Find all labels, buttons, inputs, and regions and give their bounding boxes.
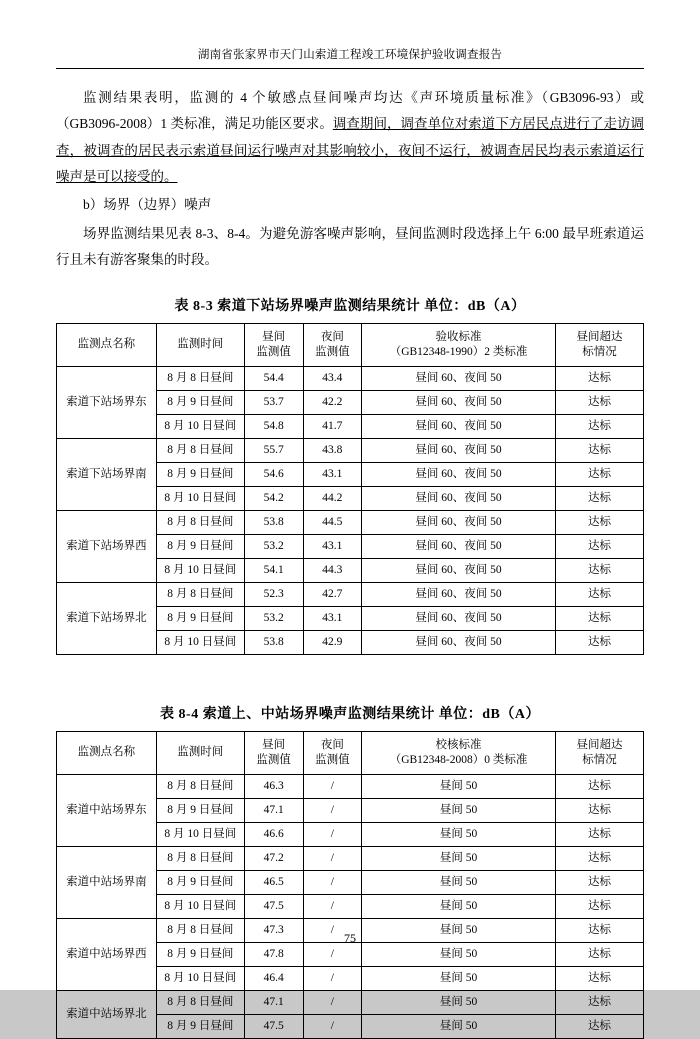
cell-monitor-time: 8 月 9 日昼间 (156, 871, 244, 895)
cell-night-value: / (303, 871, 362, 895)
cell-monitor-time: 8 月 8 日昼间 (156, 511, 244, 535)
header-divider (56, 68, 644, 69)
cell-monitor-time: 8 月 9 日昼间 (156, 799, 244, 823)
cell-exceed-status: 达标 (555, 367, 643, 391)
cell-standard: 昼间 50 (362, 775, 556, 799)
cell-monitor-time: 8 月 8 日昼间 (156, 439, 244, 463)
cell-day-value: 53.7 (244, 391, 303, 415)
cell-exceed-status: 达标 (555, 415, 643, 439)
cell-day-value: 47.2 (244, 847, 303, 871)
cell-night-value: / (303, 919, 362, 943)
col-header-day-line1: 昼间 (262, 738, 286, 751)
cell-exceed-status: 达标 (555, 439, 643, 463)
table-row (57, 583, 644, 607)
cell-night-value: 44.5 (303, 511, 362, 535)
cell-day-value: 47.5 (244, 1015, 303, 1039)
table-row (57, 367, 644, 391)
cell-day-value: 47.1 (244, 991, 303, 1015)
cell-standard: 昼间 60、夜间 50 (362, 535, 556, 559)
cell-exceed-status: 达标 (555, 535, 643, 559)
cell-day-value: 54.1 (244, 559, 303, 583)
col-header-monitor-time: 监测时间 (156, 732, 244, 775)
cell-exceed-status: 达标 (555, 943, 643, 967)
cell-monitor-time: 8 月 8 日昼间 (156, 919, 244, 943)
cell-monitor-time: 8 月 10 日昼间 (156, 487, 244, 511)
col-header-night-line1: 夜间 (320, 738, 344, 751)
cell-night-value: / (303, 895, 362, 919)
cell-exceed-status: 达标 (555, 919, 643, 943)
cell-standard: 昼间 60、夜间 50 (362, 367, 556, 391)
cell-night-value: / (303, 775, 362, 799)
table-83 (56, 323, 644, 655)
table-83-caption: 表 8-3 索道下站场界噪声监测结果统计 单位：dB（A） (174, 299, 526, 315)
cell-day-value: 53.2 (244, 607, 303, 631)
cell-day-value: 53.8 (244, 631, 303, 655)
cell-monitor-time: 8 月 9 日昼间 (156, 1015, 244, 1039)
cell-monitor-time: 8 月 8 日昼间 (156, 775, 244, 799)
cell-standard: 昼间 50 (362, 871, 556, 895)
page-number: 75 (344, 931, 356, 945)
cell-monitor-time: 8 月 10 日昼间 (156, 895, 244, 919)
cell-monitor-time: 8 月 10 日昼间 (156, 823, 244, 847)
cell-night-value: 43.8 (303, 439, 362, 463)
cell-exceed-status: 达标 (555, 631, 643, 655)
table-84-caption: 表 8-4 索道上、中站场界噪声监测结果统计 单位：dB（A） (160, 707, 540, 723)
cell-standard: 昼间 60、夜间 50 (362, 463, 556, 487)
cell-standard: 昼间 50 (362, 943, 556, 967)
table-header-row (57, 324, 644, 367)
cell-exceed-status: 达标 (555, 799, 643, 823)
col-header-exceed-line2: 标情况 (582, 346, 617, 359)
cell-night-value: / (303, 823, 362, 847)
cell-night-value: / (303, 991, 362, 1015)
cell-standard: 昼间 60、夜间 50 (362, 439, 556, 463)
cell-day-value: 54.8 (244, 415, 303, 439)
col-header-point-name: 监测点名称 (57, 732, 157, 775)
cell-standard: 昼间 60、夜间 50 (362, 415, 556, 439)
col-header-monitor-time: 监测时间 (156, 324, 244, 367)
cell-day-value: 47.8 (244, 943, 303, 967)
cell-night-value: 43.1 (303, 463, 362, 487)
cell-monitor-time: 8 月 9 日昼间 (156, 391, 244, 415)
col-header-day-value (244, 732, 303, 775)
cell-point-name: 索道下站场界东 (57, 367, 157, 439)
cell-standard: 昼间 50 (362, 847, 556, 871)
col-header-standard-line1: 校核标准 (435, 738, 482, 751)
cell-monitor-time: 8 月 8 日昼间 (156, 583, 244, 607)
cell-point-name: 索道下站场界南 (57, 439, 157, 511)
table-84-head (57, 732, 644, 775)
table-gap (56, 655, 644, 681)
cell-night-value: / (303, 847, 362, 871)
col-header-night-line2: 监测值 (315, 346, 350, 359)
col-header-day-line1: 昼间 (262, 330, 286, 343)
cell-exceed-status: 达标 (555, 1015, 643, 1039)
cell-day-value: 46.6 (244, 823, 303, 847)
col-header-night-value (303, 324, 362, 367)
table-84 (56, 731, 644, 1039)
cell-exceed-status: 达标 (555, 871, 643, 895)
cell-standard: 昼间 60、夜间 50 (362, 511, 556, 535)
col-header-standard (362, 732, 556, 775)
cell-standard: 昼间 60、夜间 50 (362, 583, 556, 607)
col-header-standard (362, 324, 556, 367)
col-header-exceed-line2: 标情况 (582, 754, 617, 767)
cell-day-value: 52.3 (244, 583, 303, 607)
col-header-exceed-line1: 昼间超达 (576, 330, 623, 343)
paragraph-section-b: b）场界（边界）噪声 (83, 197, 212, 213)
col-header-day-line2: 监测值 (256, 346, 291, 359)
cell-point-name: 索道中站场界南 (57, 847, 157, 919)
cell-standard: 昼间 60、夜间 50 (362, 607, 556, 631)
cell-monitor-time: 8 月 9 日昼间 (156, 463, 244, 487)
cell-day-value: 46.3 (244, 775, 303, 799)
cell-monitor-time: 8 月 9 日昼间 (156, 535, 244, 559)
cell-day-value: 47.1 (244, 799, 303, 823)
table-row (57, 991, 644, 1015)
cell-exceed-status: 达标 (555, 559, 643, 583)
paragraph-text-underlined: 调查期间，调查单位对索道下方居民点进行了走访调查，被调查的居民表示索道昼间运行噪声对其影响较小，夜间不运行，被调查居民均表示索道运行噪声是可以接受的。 (56, 116, 645, 184)
cell-exceed-status: 达标 (555, 847, 643, 871)
cell-standard: 昼间 60、夜间 50 (362, 631, 556, 655)
cell-night-value: 43.4 (303, 367, 362, 391)
cell-night-value: 42.9 (303, 631, 362, 655)
table-83-head (57, 324, 644, 367)
cell-point-name: 索道下站场界西 (57, 511, 157, 583)
cell-day-value: 54.4 (244, 367, 303, 391)
cell-night-value: 44.3 (303, 559, 362, 583)
col-header-exceed-status (555, 324, 643, 367)
cell-day-value: 47.5 (244, 895, 303, 919)
cell-standard: 昼间 50 (362, 823, 556, 847)
cell-night-value: 42.2 (303, 391, 362, 415)
cell-day-value: 54.2 (244, 487, 303, 511)
cell-exceed-status: 达标 (555, 511, 643, 535)
cell-day-value: 47.3 (244, 919, 303, 943)
page-header (56, 46, 644, 68)
cell-point-name: 索道中站场界西 (57, 919, 157, 991)
col-header-exceed-line1: 昼间超达 (576, 738, 623, 751)
col-header-night-value (303, 732, 362, 775)
cell-standard: 昼间 60、夜间 50 (362, 391, 556, 415)
cell-monitor-time: 8 月 8 日昼间 (156, 991, 244, 1015)
cell-exceed-status: 达标 (555, 463, 643, 487)
table-row (57, 775, 644, 799)
cell-exceed-status: 达标 (555, 991, 643, 1015)
cell-exceed-status: 达标 (555, 895, 643, 919)
table-83-body (57, 367, 644, 655)
cell-day-value: 46.4 (244, 967, 303, 991)
cell-exceed-status: 达标 (555, 607, 643, 631)
cell-point-name: 索道中站场界东 (57, 775, 157, 847)
cell-night-value: 43.1 (303, 607, 362, 631)
cell-exceed-status: 达标 (555, 967, 643, 991)
cell-standard: 昼间 50 (362, 991, 556, 1015)
cell-standard: 昼间 50 (362, 895, 556, 919)
cell-exceed-status: 达标 (555, 583, 643, 607)
cell-day-value: 46.5 (244, 871, 303, 895)
cell-night-value: 44.2 (303, 487, 362, 511)
cell-day-value: 55.7 (244, 439, 303, 463)
cell-day-value: 53.8 (244, 511, 303, 535)
table-84-body (57, 775, 644, 1039)
cell-night-value: / (303, 1015, 362, 1039)
cell-standard: 昼间 50 (362, 799, 556, 823)
cell-night-value: / (303, 943, 362, 967)
paragraph-boundary-note: 场界监测结果见表 8-3、8-4。为避免游客噪声影响，昼间监测时段选择上午 6:00 最早班索道运行且未有游客聚集的时段。 (56, 225, 644, 267)
paragraph-monitoring-result (56, 85, 644, 190)
col-header-day-value (244, 324, 303, 367)
cell-exceed-status: 达标 (555, 487, 643, 511)
cell-night-value: 41.7 (303, 415, 362, 439)
cell-point-name: 索道下站场界北 (57, 583, 157, 655)
cell-monitor-time: 8 月 10 日昼间 (156, 415, 244, 439)
cell-exceed-status: 达标 (555, 775, 643, 799)
col-header-night-line1: 夜间 (320, 330, 344, 343)
cell-day-value: 54.6 (244, 463, 303, 487)
table-row (57, 511, 644, 535)
cell-day-value: 53.2 (244, 535, 303, 559)
col-header-night-line2: 监测值 (315, 754, 350, 767)
col-header-point-name: 监测点名称 (57, 324, 157, 367)
col-header-standard-line1: 验收标准 (435, 330, 482, 343)
col-header-exceed-status (555, 732, 643, 775)
cell-night-value: 42.7 (303, 583, 362, 607)
cell-monitor-time: 8 月 9 日昼间 (156, 943, 244, 967)
col-header-standard-line2: （GB12348-1990）2 类标准 (389, 346, 528, 359)
cell-standard: 昼间 60、夜间 50 (362, 487, 556, 511)
cell-point-name: 索道中站场界北 (57, 991, 157, 1039)
cell-standard: 昼间 60、夜间 50 (362, 559, 556, 583)
cell-monitor-time: 8 月 10 日昼间 (156, 559, 244, 583)
header-title: 湖南省张家界市天门山索道工程竣工环境保护验收调查报告 (197, 49, 503, 61)
cell-night-value: / (303, 967, 362, 991)
paragraph-text-part1: 监测结果表明，监测的 4 个敏感点昼间噪声均达《声环境质量标准》（GB3096-93）或（GB3096-2008）1 类标准，满足功能区要求。 (56, 90, 644, 132)
cell-monitor-time: 8 月 8 日昼间 (156, 367, 244, 391)
cell-monitor-time: 8 月 10 日昼间 (156, 631, 244, 655)
cell-monitor-time: 8 月 9 日昼间 (156, 607, 244, 631)
col-header-standard-line2: （GB12348-2008）0 类标准 (389, 754, 528, 767)
cell-monitor-time: 8 月 8 日昼间 (156, 847, 244, 871)
cell-standard: 昼间 50 (362, 919, 556, 943)
cell-night-value: / (303, 799, 362, 823)
cell-exceed-status: 达标 (555, 823, 643, 847)
col-header-day-line2: 监测值 (256, 754, 291, 767)
table-row (57, 439, 644, 463)
cell-exceed-status: 达标 (555, 391, 643, 415)
table-row (57, 847, 644, 871)
table-header-row (57, 732, 644, 775)
cell-monitor-time: 8 月 10 日昼间 (156, 967, 244, 991)
cell-standard: 昼间 50 (362, 967, 556, 991)
cell-standard: 昼间 50 (362, 1015, 556, 1039)
cell-night-value: 43.1 (303, 535, 362, 559)
